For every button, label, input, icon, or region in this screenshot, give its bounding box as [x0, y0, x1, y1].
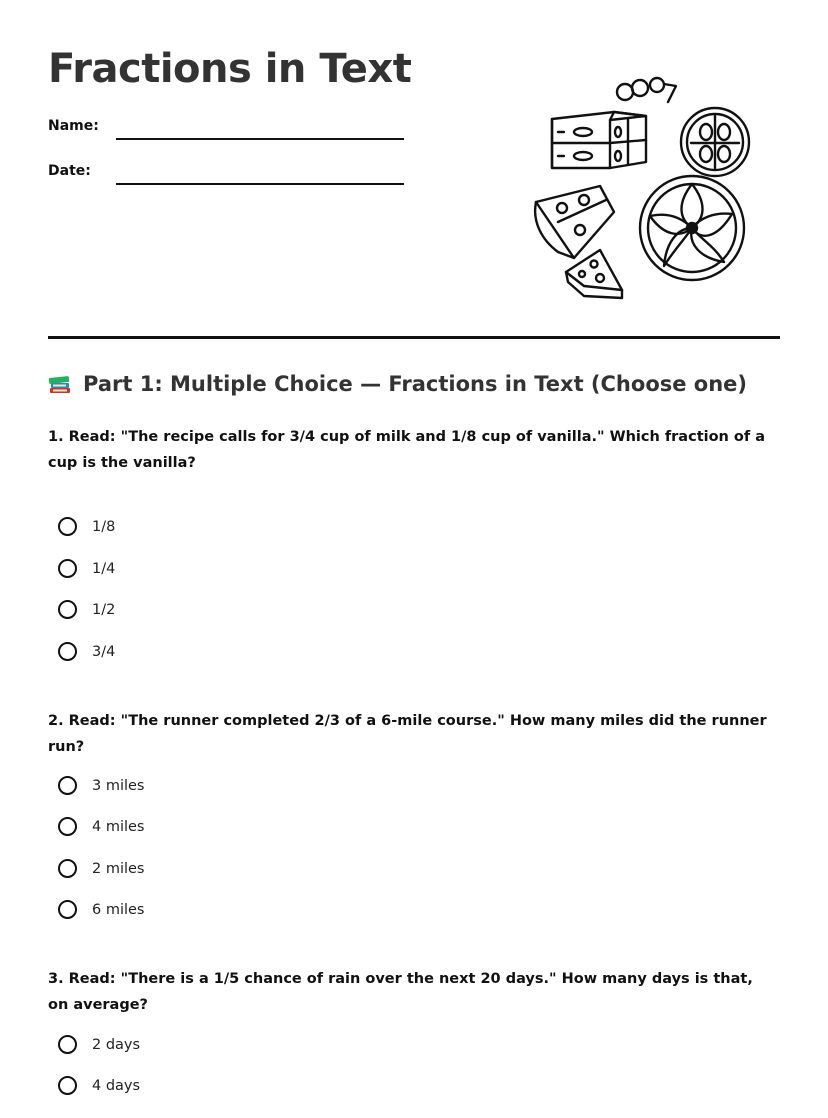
option-label: 3/4 — [92, 643, 116, 660]
lemon-slice-icon — [681, 108, 749, 176]
option-label: 1/8 — [92, 518, 116, 535]
date-field[interactable] — [116, 183, 404, 185]
radio-button[interactable] — [58, 642, 77, 661]
option-label: 4 days — [92, 1077, 141, 1094]
question-2-text: 2. Read: "The runner completed 2/3 of a 6-mile course." How many miles did the runner run? — [48, 713, 767, 755]
radio-button[interactable] — [58, 600, 77, 619]
part-1-heading — [48, 372, 747, 396]
question-3-option-b[interactable] — [58, 1076, 140, 1095]
date-label: Date: — [48, 163, 91, 179]
question-2-option-b[interactable] — [58, 817, 145, 836]
option-label: 1/4 — [92, 560, 116, 577]
cheese-wedge-icon — [535, 186, 614, 258]
part-1-heading-text: Part 1: Multiple Choice — Fractions in Text (Choose one) — [83, 372, 748, 396]
option-label: 2 days — [92, 1036, 141, 1053]
question-2-option-c[interactable] — [58, 859, 145, 878]
worksheet-title: Fractions in Text — [48, 46, 412, 92]
option-label: 6 miles — [92, 901, 145, 918]
question-1-option-c[interactable] — [58, 600, 115, 619]
name-label: Name: — [48, 118, 99, 134]
question-3-option-a[interactable] — [58, 1035, 140, 1054]
radio-button[interactable] — [58, 817, 77, 836]
option-label: 3 miles — [92, 777, 145, 794]
radio-button[interactable] — [58, 517, 77, 536]
question-2-option-d[interactable] — [58, 900, 145, 919]
question-3-text: 3. Read: "There is a 1/5 chance of rain over the next 20 days." How many days is that, on average? — [48, 971, 753, 1013]
radio-button[interactable] — [58, 900, 77, 919]
pizza-icon — [640, 176, 744, 280]
question-1-option-a[interactable] — [58, 517, 115, 536]
radio-button[interactable] — [58, 859, 77, 878]
radio-button[interactable] — [58, 776, 77, 795]
cheese-wheel-icon — [552, 112, 646, 168]
books-icon — [48, 372, 72, 396]
option-label: 1/2 — [92, 601, 116, 618]
cheese-and-pizza-illustration — [528, 72, 756, 304]
radio-button[interactable] — [58, 559, 77, 578]
radio-button[interactable] — [58, 1076, 77, 1095]
name-field[interactable] — [116, 138, 404, 140]
radio-button[interactable] — [58, 1035, 77, 1054]
option-label: 4 miles — [92, 818, 145, 835]
question-1-text: 1. Read: "The recipe calls for 3/4 cup of milk and 1/8 cup of vanilla." Which fraction of a cup is the vanilla? — [48, 429, 766, 471]
bubbles-icon — [617, 78, 676, 102]
option-label: 2 miles — [92, 860, 145, 877]
question-1-option-d[interactable] — [58, 642, 115, 661]
question-2-option-a[interactable] — [58, 776, 145, 795]
section-divider — [48, 336, 780, 339]
question-1-option-b[interactable] — [58, 559, 115, 578]
